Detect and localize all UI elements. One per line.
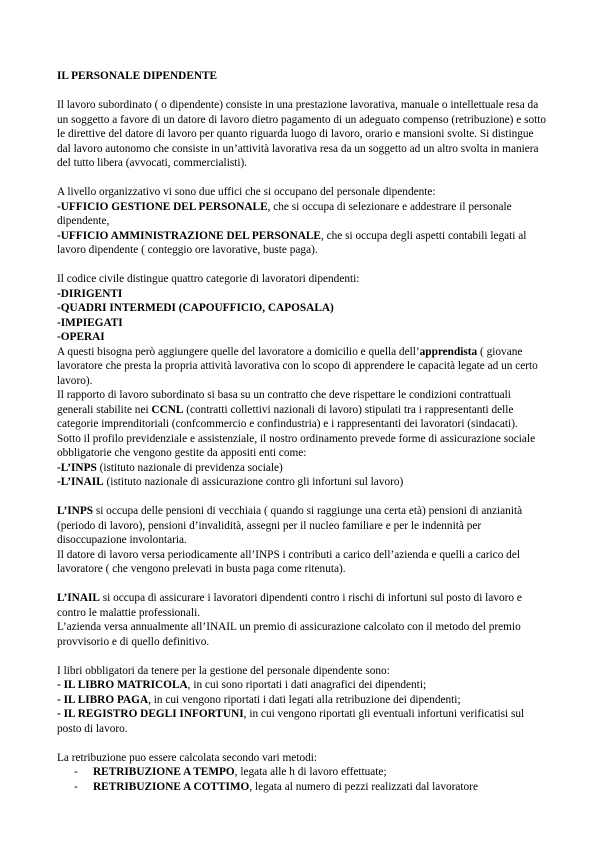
section-inail (57, 591, 547, 649)
ente-inps: -L’INPS (istituto nazionale di previdenza sociale) (57, 461, 283, 474)
inail-paragraph: L’INAIL si occupa di assicurare i lavoratori dipendenti contro i rischi di infortuni sul posto di lavoro e contro le malattie professionali. (57, 592, 522, 619)
list-item: - RETRIBUZIONE A COTTIMO, legata al numero di pezzi realizzati dal lavoratore (74, 780, 478, 793)
inps-paragraph: L’INPS si occupa delle pensioni di vecchiaia ( quando si raggiunge una certa età) pensioni di anzianità (periodo di lavoro), pensioni d’invalidità, assegni per il nucleo familiare e per le indennità per disoccupazione involontaria. (57, 505, 523, 546)
libro-paga: - IL LIBRO PAGA, in cui vengono riportati i dati legati alla retribuzione dei dipendenti; (57, 693, 461, 706)
libri-intro: I libri obbligatori da tenere per la gestione del personale dipendente sono: (57, 664, 390, 677)
categoria-operai: -OPERAI (57, 331, 105, 343)
retribuzione-intro: La retribuzione puo essere calcolata secondo vari metodi: (57, 751, 318, 764)
uffici-intro: A livello organizzativo vi sono due uffici che si occupano del personale dipendente: (57, 186, 436, 198)
ufficio-amministrazione: -UFFICIO AMMINISTRAZIONE DEL PERSONALE, che si occupa degli aspetti contabili legati al lavoro dipendente ( conteggio ore lavorative, buste paga). (57, 229, 527, 256)
section-uffici (57, 185, 547, 258)
section-inps (57, 504, 547, 577)
categoria-quadri: -QUADRI INTERMEDI (CAPOUFFICIO, CAPOSALA) (57, 302, 334, 314)
section-libri (57, 664, 547, 737)
paragraph-lavoro-subordinato: Il lavoro subordinato ( o dipendente) consiste in una prestazione lavorativa, manuale o intellettuale resa da un soggetto a favore di un datore di lavoro dietro pagamento di un adeguato compenso (retribuzione) e sotto le direttive del datore di lavoro per quanto riguarda luogo di lavoro, orario e mansioni svolte. Si distingue dal lavoro autonomo che consiste in un’attività lavorativa resa da un soggetto ad un altro svolta in maniera del tutto libera (avvocati, commercialisti). (57, 99, 547, 169)
categoria-impiegati: -IMPIEGATI (57, 316, 123, 329)
inail-premio: L’azienda versa annualmente all’INAIL un premio di assicurazione calcolato con il metodo del premio provvisorio e di quello definitivo. (57, 621, 521, 648)
inps-contributi: Il datore di lavoro versa periodicamente all’INPS i contributi a carico dell’azienda e quelli a carico del lavoratore ( che vengono prelevati in busta paga come ritenuta). (57, 548, 520, 575)
paragraph-previdenza: Sotto il profilo previdenziale e assistenziale, il nostro ordinamento prevede forme di assicurazione sociale obbligatorie che vengono gestite da appositi enti come: (57, 432, 536, 459)
document-page (57, 69, 547, 794)
categoria-dirigenti: -DIRIGENTI (57, 287, 123, 300)
paragraph-apprendista: A questi bisogna però aggiungere quelle del lavoratore a domicilio e quella dell’apprendista ( giovane lavoratore che presta la propria attività lavorativa con lo scopo di apprendere le capacità legate ad un certo lavoro). (57, 345, 538, 387)
paragraph-ccnl: Il rapporto di lavoro subordinato si basa su un contratto che deve rispettare le condizioni contrattuali generali stabilite nei CCNL (contratti collettivi nazionali di lavoro) stipulati tra i rappresentanti delle categorie imprenditoriali (confcommercio e confindustria) e i rappresentanti dei lavoratori (sindacati). (57, 389, 518, 430)
registro-infortuni: - IL REGISTRO DEGLI INFORTUNI, in cui vengono riportati gli eventuali infortuni verificatisi sul posto di lavoro. (57, 708, 525, 735)
libro-matricola: - IL LIBRO MATRICOLA, in cui sono riportati i dati anagrafici dei dipendenti; (57, 679, 427, 691)
categorie-intro: Il codice civile distingue quattro categorie di lavoratori dipendenti: (57, 273, 360, 285)
list-item: - RETRIBUZIONE A TEMPO, legata alle h di lavoro effettuate; (74, 766, 387, 778)
ente-inail: -L’INAIL (istituto nazionale di assicurazione contro gli infortuni sul lavoro) (57, 476, 404, 488)
retribuzione-list (57, 765, 547, 794)
page-title: IL PERSONALE DIPENDENTE (57, 70, 218, 82)
section-categorie (57, 272, 547, 490)
section-retribuzione (57, 751, 547, 795)
ufficio-gestione: -UFFICIO GESTIONE DEL PERSONALE, che si occupa di selezionare e addestrare il personale dipendente, (57, 200, 512, 227)
